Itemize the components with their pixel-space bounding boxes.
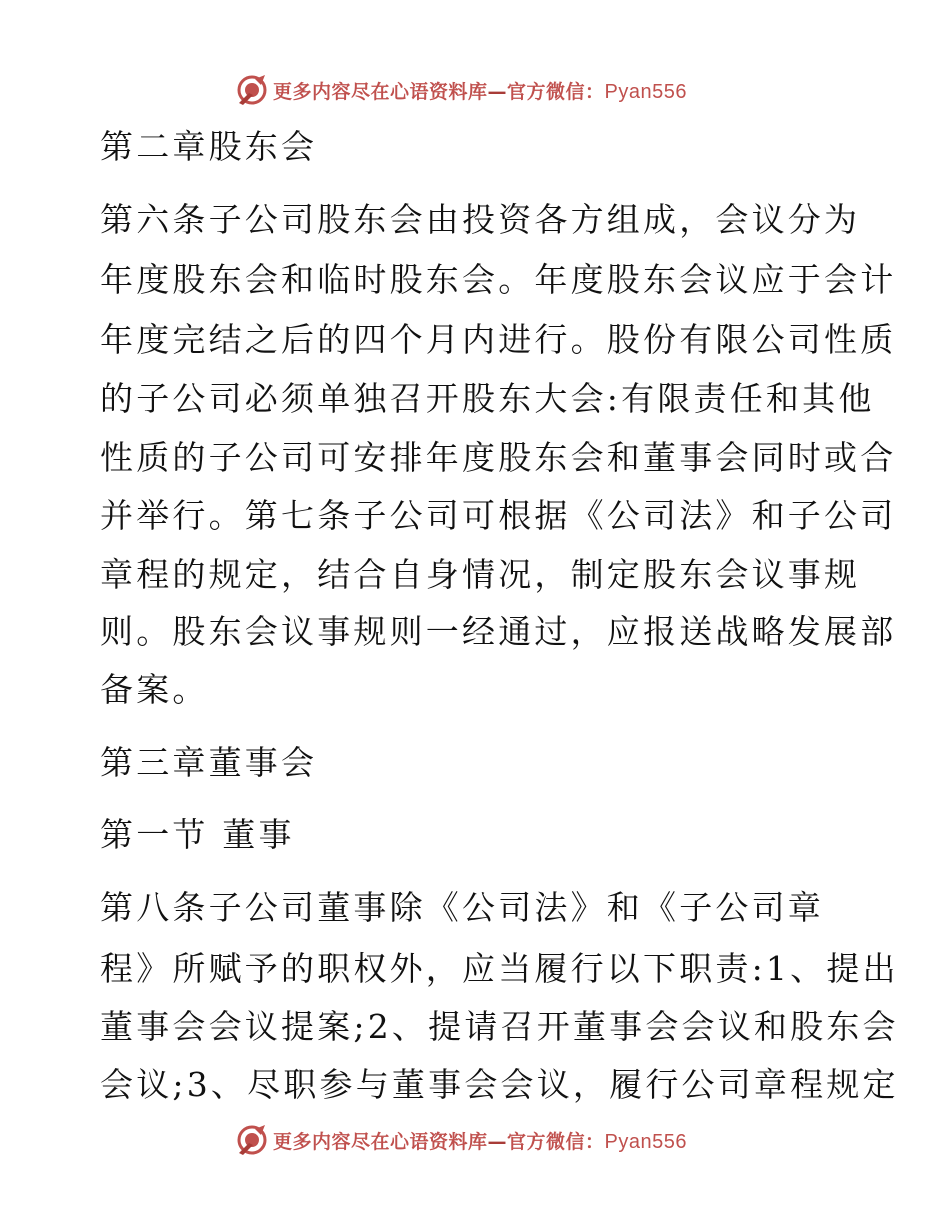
paragraph-line: 则。股东会议事规则一经通过，应报送战略发展部 xyxy=(100,612,897,651)
pen-logo-icon xyxy=(235,73,269,107)
pen-logo-icon xyxy=(235,1123,269,1157)
paragraph-line: 的子公司必须单独召开股东大会:有限责任和其他 xyxy=(100,379,875,418)
footer-watermark xyxy=(235,1122,687,1158)
watermark-title: 更多内容尽在心语资料库 xyxy=(273,80,488,103)
chapter-heading: 第三章董事会 xyxy=(100,743,318,782)
paragraph-line: 备案。 xyxy=(100,670,209,709)
paragraph-line: 并举行。第七条子公司可根据《公司法》和子公司 xyxy=(100,496,897,535)
watermark-id: Pyan556 xyxy=(604,1130,687,1153)
paragraph-line: 性质的子公司可安排年度股东会和董事会同时或合 xyxy=(100,438,897,477)
paragraph-line: 会议;3、尽职参与董事会会议，履行公司章程规定 xyxy=(100,1065,899,1104)
paragraph-line: 第六条子公司股东会由投资各方组成，会议分为 xyxy=(100,200,861,239)
watermark-contact: 官方微信： xyxy=(507,80,605,103)
paragraph-line: 年度完结之后的四个月内进行。股份有限公司性质 xyxy=(100,320,897,359)
watermark-contact: 官方微信： xyxy=(507,1130,605,1153)
watermark-id: Pyan556 xyxy=(604,80,687,103)
watermark-text xyxy=(273,1127,687,1154)
paragraph-line: 程》所赋予的职权外，应当履行以下职责:1、提出 xyxy=(100,949,899,988)
watermark-text xyxy=(273,77,687,104)
chapter-heading: 第二章股东会 xyxy=(100,127,318,166)
header-watermark xyxy=(235,72,687,108)
paragraph-line: 第八条子公司董事除《公司法》和《子公司章 xyxy=(100,888,824,927)
watermark-dash: — xyxy=(487,80,508,103)
watermark-title: 更多内容尽在心语资料库 xyxy=(273,1130,488,1153)
paragraph-line: 年度股东会和临时股东会。年度股东会议应于会计 xyxy=(100,260,897,299)
paragraph-line: 董事会会议提案;2、提请召开董事会会议和股东会 xyxy=(100,1007,899,1046)
watermark-dash: — xyxy=(487,1130,508,1153)
section-heading: 第一节 董事 xyxy=(100,815,295,854)
paragraph-line: 章程的规定，结合自身情况，制定股东会议事规 xyxy=(100,555,861,594)
